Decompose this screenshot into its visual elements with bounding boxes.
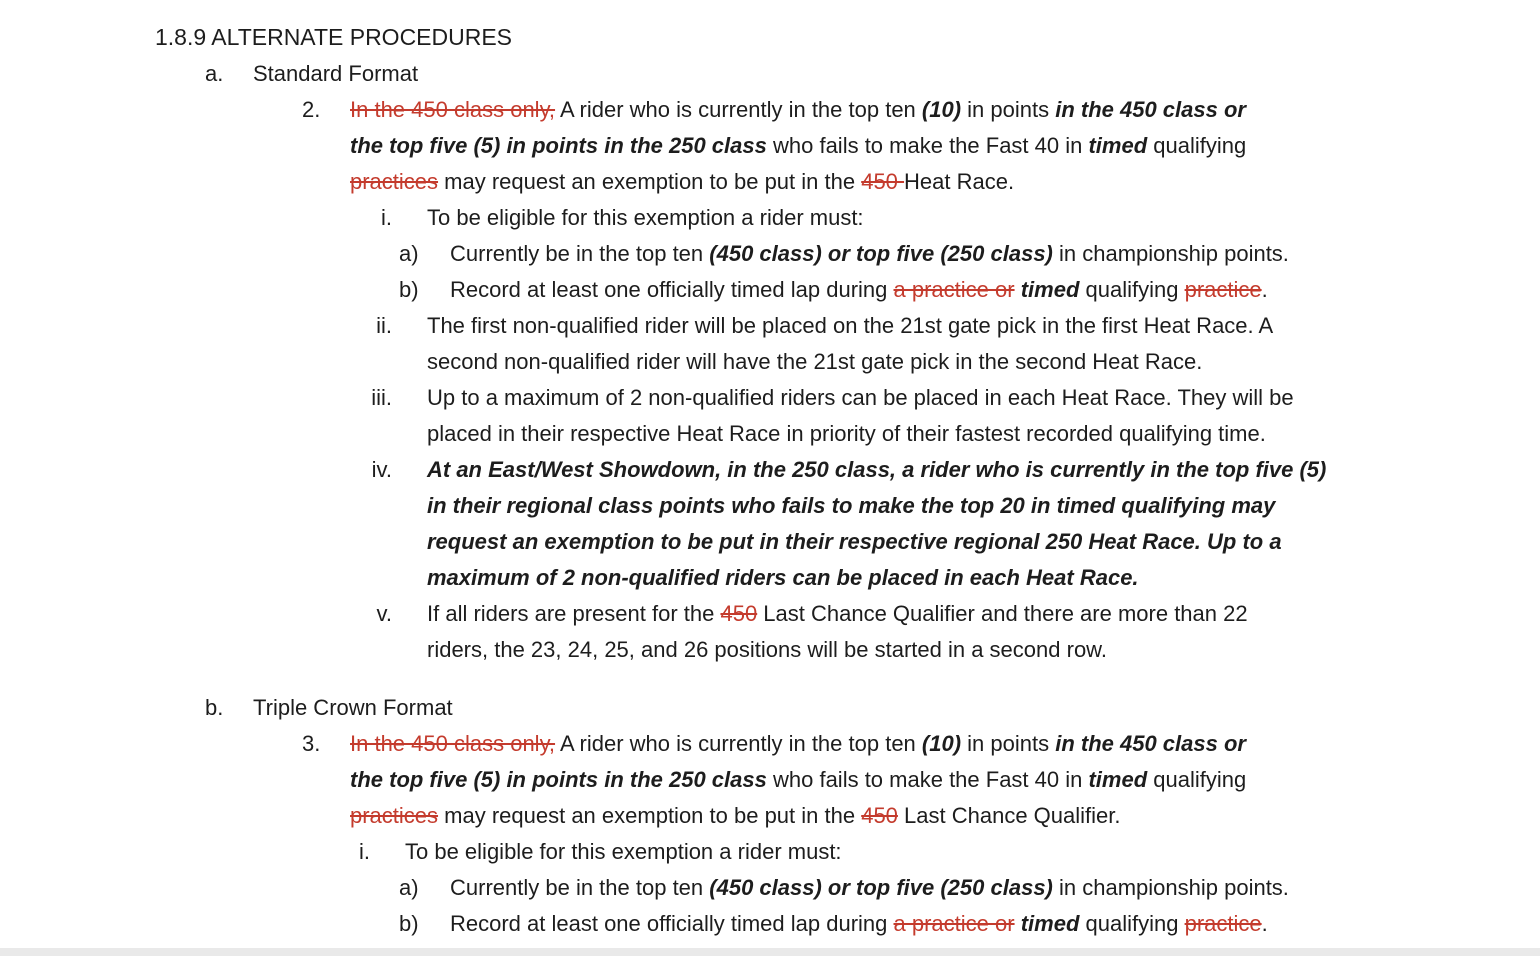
section-title: Standard Format bbox=[253, 61, 419, 86]
list-item-0-2 bbox=[0, 236, 1540, 272]
text-run: in points bbox=[961, 731, 1056, 756]
page-title: 1.8.9 ALTERNATE PROCEDURES bbox=[155, 24, 513, 50]
text-line bbox=[450, 236, 1540, 272]
list-item-1-3 bbox=[0, 906, 1540, 942]
text-run: may request an exemption to be put in the bbox=[438, 803, 862, 828]
deleted-text: a practice or bbox=[893, 277, 1015, 302]
list-marker: ii. bbox=[376, 313, 392, 338]
inserted-text: timed bbox=[1088, 133, 1148, 158]
text-line bbox=[427, 200, 1540, 236]
text-run: . bbox=[1261, 277, 1268, 302]
inserted-text: At an East/West Showdown, in the 250 class, a rider who is currently in the top five (5) bbox=[427, 457, 1327, 482]
text-run: who fails to make the Fast 40 in bbox=[766, 767, 1089, 792]
list-item-section-title bbox=[0, 690, 1540, 726]
list-marker: b) bbox=[399, 911, 419, 936]
text-run: Record at least one officially timed lap during bbox=[450, 911, 894, 936]
text-line bbox=[427, 452, 1540, 488]
section-b bbox=[0, 690, 1540, 942]
list-marker: iv. bbox=[371, 457, 392, 482]
text-run: riders, the 23, 24, 25, and 26 positions will be started in a second row. bbox=[427, 637, 1107, 662]
text-line bbox=[427, 416, 1540, 452]
text-run: Up to a maximum of 2 non-qualified riders can be placed in each Heat Race. They will be bbox=[427, 385, 1294, 410]
text-run: placed in their respective Heat Race in priority of their fastest recorded qualifying time. bbox=[427, 421, 1266, 446]
deleted-text: 450 bbox=[861, 169, 905, 194]
inserted-text: in the 450 class or bbox=[1055, 731, 1246, 756]
inserted-text: request an exemption to be put in their respective regional 250 Heat Race. Up to a bbox=[427, 529, 1282, 554]
inserted-text: in their regional class points who fails to make the top 20 in timed qualifying may bbox=[427, 493, 1276, 518]
text-line bbox=[427, 596, 1540, 632]
text-run: qualifying bbox=[1079, 911, 1185, 936]
text-run: Currently be in the top ten bbox=[450, 241, 710, 266]
inserted-text: timed bbox=[1020, 911, 1080, 936]
text-line bbox=[350, 762, 1540, 798]
text-line bbox=[350, 726, 1540, 762]
list-item-1-0 bbox=[0, 726, 1540, 834]
inserted-text: (450 class) or top five (250 class) bbox=[709, 875, 1053, 900]
inserted-text: the top five (5) in points in the 250 class bbox=[350, 133, 767, 158]
list-item-0-1 bbox=[0, 200, 1540, 236]
text-line bbox=[427, 524, 1540, 560]
text-run: in points bbox=[961, 97, 1056, 122]
text-run: Last Chance Qualifier. bbox=[897, 803, 1121, 828]
list-item-0-6 bbox=[0, 452, 1540, 596]
inserted-text: in the 450 class or bbox=[1055, 97, 1246, 122]
inserted-text: timed bbox=[1088, 767, 1148, 792]
deleted-text: In the 450 class only, bbox=[350, 97, 556, 122]
text-run: A rider who is currently in the top ten bbox=[555, 731, 922, 756]
text-line bbox=[350, 92, 1540, 128]
deleted-text: In the 450 class only, bbox=[350, 731, 556, 756]
inserted-text: maximum of 2 non-qualified riders can be placed in each Heat Race. bbox=[427, 565, 1139, 590]
text-line bbox=[450, 906, 1540, 942]
text-line bbox=[427, 308, 1540, 344]
text-run: Heat Race. bbox=[904, 169, 1015, 194]
text-run: Currently be in the top ten bbox=[450, 875, 710, 900]
list-item-0-0 bbox=[0, 92, 1540, 200]
text-run: second non-qualified rider will have the 21st gate pick in the second Heat Race. bbox=[427, 349, 1203, 374]
list-marker: 2. bbox=[302, 97, 321, 122]
text-run: Last Chance Qualifier and there are more than 22 bbox=[757, 601, 1248, 626]
text-run: A rider who is currently in the top ten bbox=[555, 97, 922, 122]
text-line bbox=[427, 344, 1540, 380]
text-run: . bbox=[1261, 911, 1268, 936]
inserted-text: timed bbox=[1020, 277, 1080, 302]
text-run: may request an exemption to be put in the bbox=[438, 169, 862, 194]
text-line bbox=[427, 488, 1540, 524]
list-marker: i. bbox=[359, 839, 370, 864]
text-run: Record at least one officially timed lap during bbox=[450, 277, 894, 302]
deleted-text: practice bbox=[1184, 911, 1262, 936]
text-run: who fails to make the Fast 40 in bbox=[766, 133, 1089, 158]
list-item-1-1 bbox=[0, 834, 1540, 870]
sections-container bbox=[0, 56, 1540, 942]
inserted-text: (450 class) or top five (250 class) bbox=[709, 241, 1053, 266]
list-item-1-2 bbox=[0, 870, 1540, 906]
text-run: qualifying bbox=[1079, 277, 1185, 302]
text-line bbox=[450, 272, 1540, 308]
text-run: qualifying bbox=[1147, 133, 1247, 158]
deleted-text: practices bbox=[350, 803, 439, 828]
list-item-0-4 bbox=[0, 308, 1540, 380]
text-run: The first non-qualified rider will be placed on the 21st gate pick in the first Heat Race. A bbox=[427, 313, 1274, 338]
deleted-text: 450 bbox=[720, 601, 758, 626]
inserted-text: (10) bbox=[921, 731, 962, 756]
list-item-0-5 bbox=[0, 380, 1540, 452]
text-line bbox=[350, 128, 1540, 164]
text-run: in championship points. bbox=[1052, 241, 1289, 266]
deleted-text: a practice or bbox=[893, 911, 1015, 936]
list-marker: 3. bbox=[302, 731, 321, 756]
list-marker: a) bbox=[399, 241, 419, 266]
deleted-text: 450 bbox=[861, 803, 898, 828]
deleted-text: practices bbox=[350, 169, 439, 194]
text-line bbox=[427, 632, 1540, 668]
list-marker: b. bbox=[205, 695, 224, 720]
section-title: Triple Crown Format bbox=[253, 695, 453, 720]
deleted-text: practice bbox=[1184, 277, 1262, 302]
list-marker: a) bbox=[399, 875, 419, 900]
list-marker: b) bbox=[399, 277, 419, 302]
inserted-text: (10) bbox=[921, 97, 962, 122]
list-marker: iii. bbox=[371, 385, 392, 410]
text-line bbox=[350, 164, 1540, 200]
text-run: To be eligible for this exemption a rider must: bbox=[427, 205, 864, 230]
list-item-section-title bbox=[0, 56, 1540, 92]
list-item-0-7 bbox=[0, 596, 1540, 668]
list-marker: v. bbox=[376, 601, 392, 626]
text-run: qualifying bbox=[1147, 767, 1247, 792]
section-a bbox=[0, 56, 1540, 668]
list-marker: a. bbox=[205, 61, 224, 86]
text-run: To be eligible for this exemption a rider must: bbox=[405, 839, 842, 864]
inserted-text: the top five (5) in points in the 250 class bbox=[350, 767, 767, 792]
text-line bbox=[427, 380, 1540, 416]
text-run: If all riders are present for the bbox=[427, 601, 721, 626]
text-line bbox=[405, 834, 1540, 870]
bottom-edge-bar bbox=[0, 948, 1540, 956]
text-run: in championship points. bbox=[1052, 875, 1289, 900]
list-marker: i. bbox=[381, 205, 392, 230]
list-item-0-3 bbox=[0, 272, 1540, 308]
text-line bbox=[450, 870, 1540, 906]
text-line bbox=[350, 798, 1540, 834]
text-line bbox=[427, 560, 1540, 596]
